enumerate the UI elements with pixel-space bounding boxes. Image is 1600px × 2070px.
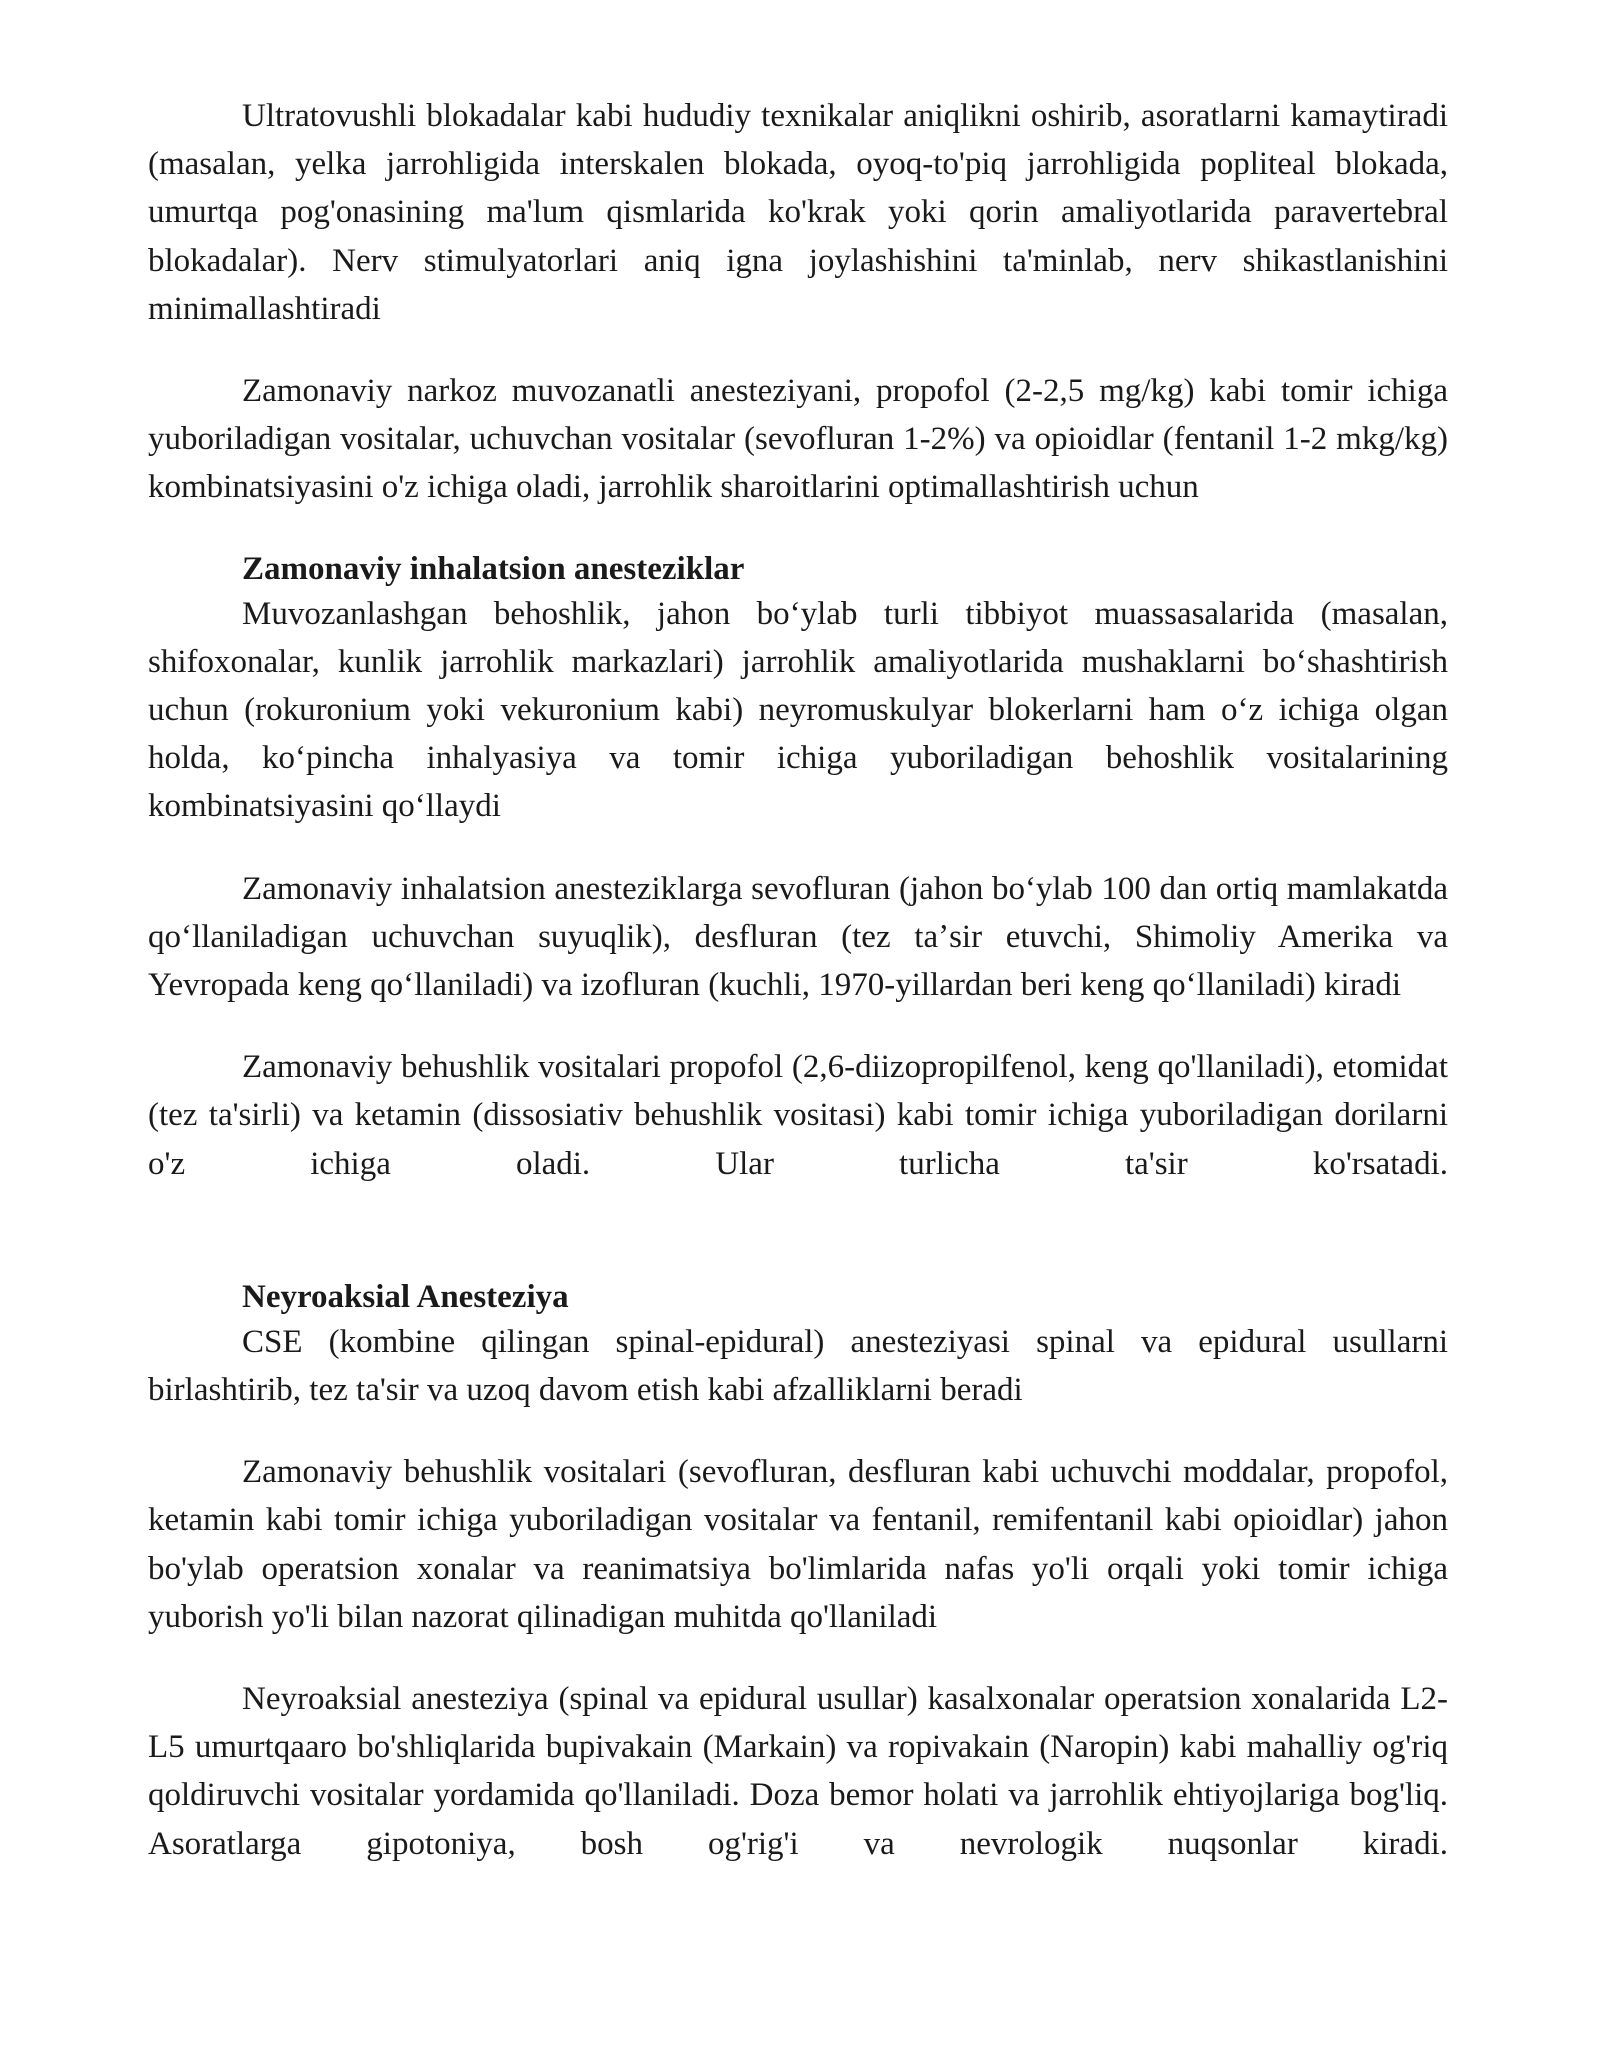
document-page <box>148 92 1448 1868</box>
paragraph-neuraxial-details: Neyroaksial anesteziya (spinal va epidural usullar) kasalxonalar operatsion xonalarida L2-L5 umurtqaaro bo'shliqlarida bupivakain (Markain) va ropivakain (Naropin) kabi mahalliy og'riq qoldiruvchi vositalar yordamida qo'llaniladi. Doza bemor holati va jarrohlik ehtiyojlariga bog'liq. Asoratlarga gipotoniya, bosh og'rig'i va nevrologik nuqsonlar kiradi. <box>148 1681 1448 1862</box>
paragraph-cse-anesthesia: CSE (kombine qilingan spinal-epidural) anesteziyasi spinal va epidural usullarni birlashtirib, tez ta'sir va uzoq davom etish kabi afzalliklarni beradi <box>148 1323 1448 1409</box>
paragraph-regional-blocks: Ultratovushli blokadalar kabi hududiy texnikalar aniqlikni oshirib, asoratlarni kamaytiradi (masalan, yelka jarrohligida interskalen blokada, oyoq-to'piq jarrohligida popliteal blokada, umurtqa pog'onasining ma'lum qismlarida ko'krak yoki qorin amaliyotlarida paravertebral blokadalar). Nerv stimulyatorlari aniq igna joylashishini ta'minlab, nerv shikastlanishini minimallashtiradi <box>148 98 1448 327</box>
paragraph-intravenous-agents: Zamonaviy behushlik vositalari propofol (2,6-diizopropilfenol, keng qo'llaniladi), etomidat (tez ta'sirli) va ketamin (dissosiativ behushlik vositasi) kabi tomir ichiga yuboriladigan dorilarni o'z ichiga oladi. Ular turlicha ta'sir ko'rsatadi. <box>148 1049 1448 1182</box>
paragraph-modern-narcosis: Zamonaviy narkoz muvozanatli anesteziyani, propofol (2-2,5 mg/kg) kabi tomir ichiga yuboriladigan vositalar, uchuvchan vositalar (sevofluran 1-2%) va opioidlar (fentanil 1-2 mkg/kg) kombinatsiyasini o'z ichiga oladi, jarrohlik sharoitlarini optimallashtirish uchun <box>148 373 1448 506</box>
heading-inhalation-anesthetics: Zamonaviy inhalatsion anesteziklar <box>242 550 745 587</box>
heading-neuraxial-anesthesia: Neyroaksial Anesteziya <box>242 1278 569 1315</box>
paragraph-balanced-anesthesia: Muvozanlashgan behoshlik, jahon boʻylab turli tibbiyot muassasalarida (masalan, shifoxonalar, kunlik jarrohlik markazlari) jarrohlik amaliyotlarida mushaklarni boʻshashtirish uchun (rokuronium yoki vekuronium kabi) neyromuskulyar blokerlarni ham oʻz ichiga olgan holda, koʻpincha inhalyasiya va tomir ichiga yuboriladigan behoshlik vositalarining kombinatsiyasini qoʻllaydi <box>148 595 1448 825</box>
paragraph-modern-agents-usage: Zamonaviy behushlik vositalari (sevofluran, desfluran kabi uchuvchi moddalar, propofol, ketamin kabi tomir ichiga yuboriladigan vositalar va fentanil, remifentanil kabi opioidlar) jahon bo'ylab operatsion xonalar va reanimatsiya bo'limlarida nafas yo'li orqali yoki tomir ichiga yuborish yo'li bilan nazorat qilinadigan muhitda qo'llaniladi <box>148 1454 1448 1635</box>
paragraph-inhalation-agents: Zamonaviy inhalatsion anesteziklarga sevofluran (jahon boʻylab 100 dan ortiq mamlakatda qoʻllaniladigan uchuvchan suyuqlik), desfluran (tez taʼsir etuvchi, Shimoliy Amerika va Yevropada keng qoʻllaniladi) va izofluran (kuchli, 1970-yillardan beri keng qoʻllaniladi) kiradi <box>148 870 1448 1004</box>
